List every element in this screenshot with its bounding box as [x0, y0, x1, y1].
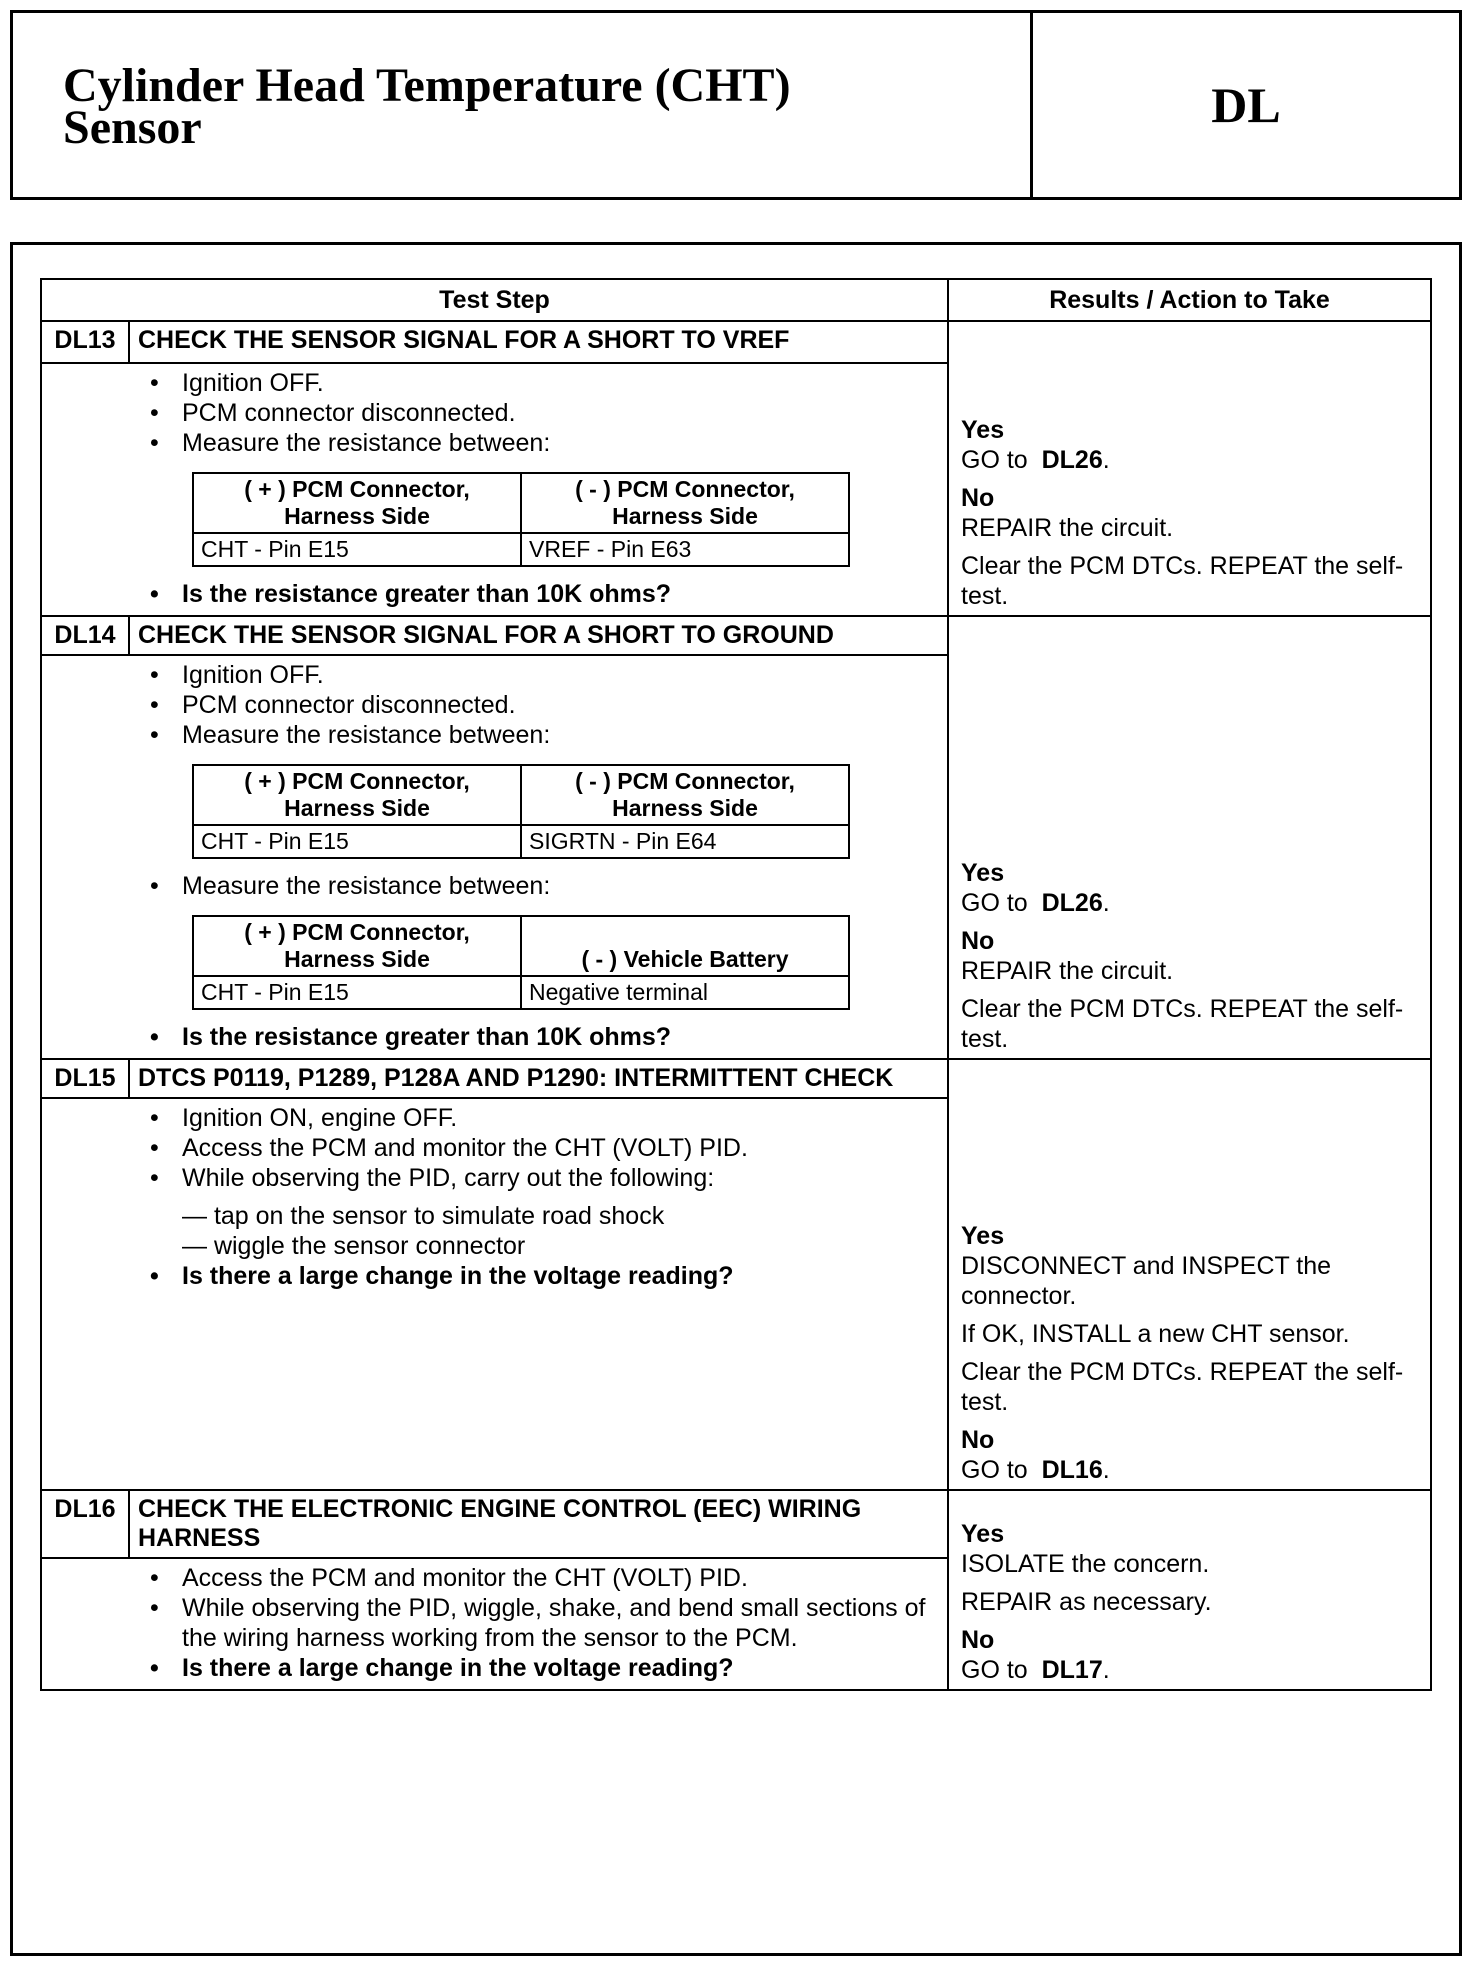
pin-header-positive: ( + ) PCM Connector, Harness Side	[193, 916, 521, 976]
title-box	[10, 10, 1462, 200]
no-label: No	[961, 1626, 995, 1654]
step-instructions	[142, 368, 927, 458]
pin-header-negative: ( - ) PCM Connector, Harness Side	[521, 473, 849, 533]
yes-action-text: GO to	[961, 889, 1028, 917]
step-dl16-results	[948, 1490, 1431, 1690]
step-code: DL15	[41, 1059, 129, 1098]
no-action-2: Clear the PCM DTCs. REPEAT the self-test.	[961, 552, 1404, 610]
goto-link-dl26[interactable]: DL26	[1041, 446, 1103, 474]
step-dl14-title-row	[41, 616, 1431, 655]
instruction-item: • Ignition ON, engine OFF.	[142, 1103, 927, 1133]
goto-link-dl16[interactable]: DL16	[1041, 1456, 1103, 1484]
pin-value-positive: CHT - Pin E15	[193, 976, 521, 1009]
step-question: • Is there a large change in the voltage reading?	[142, 1653, 927, 1683]
step-title: CHECK THE SENSOR SIGNAL FOR A SHORT TO GROUND	[129, 616, 948, 655]
step-dl16-body	[41, 1558, 948, 1690]
step-dl13-title-row	[41, 321, 1431, 363]
step-dl13-results	[948, 321, 1431, 616]
yes-action: GO to DL26.	[961, 446, 1110, 474]
step-question: • Is the resistance greater than 10K ohms?	[142, 1022, 927, 1052]
pin-value-negative: VREF - Pin E63	[521, 533, 849, 566]
step-dl14-results	[948, 616, 1431, 1059]
step-code: DL14	[41, 616, 129, 655]
pin-value-battery: Negative terminal	[521, 976, 849, 1009]
step-title: CHECK THE SENSOR SIGNAL FOR A SHORT TO VREF	[129, 321, 948, 363]
page-title-line2: Sensor	[63, 101, 202, 154]
pin-header-negative: ( - ) PCM Connector, Harness Side	[521, 765, 849, 825]
yes-label: Yes	[961, 1222, 1005, 1250]
pin-value-positive: CHT - Pin E15	[193, 533, 521, 566]
instruction-item: • Measure the resistance between:	[142, 871, 927, 901]
yes-action: GO to DL26.	[961, 889, 1110, 917]
instruction-item: • Access the PCM and monitor the CHT (VOLT) PID.	[142, 1563, 927, 1593]
instruction-item: • PCM connector disconnected.	[142, 398, 927, 428]
step-dl15-results	[948, 1059, 1431, 1490]
yes-action-2: If OK, INSTALL a new CHT sensor.	[961, 1320, 1350, 1348]
step-dl15-title-row	[41, 1059, 1431, 1098]
no-label: No	[961, 484, 995, 512]
no-action: GO to DL17.	[961, 1656, 1110, 1684]
table-header-row	[41, 279, 1431, 321]
step-question: • Is there a large change in the voltage reading?	[142, 1261, 927, 1291]
no-action-text: GO to	[961, 1656, 1028, 1684]
instruction-item: • Measure the resistance between:	[142, 428, 927, 458]
yes-action-text: GO to	[961, 446, 1028, 474]
instruction-item: • While observing the PID, wiggle, shake, and bend small sections of the wiring harness working from the sensor to the PCM.	[142, 1593, 927, 1653]
yes-action-1: ISOLATE the concern.	[961, 1550, 1210, 1578]
yes-label: Yes	[961, 1520, 1005, 1548]
step-instructions	[142, 1563, 927, 1683]
instruction-item: • PCM connector disconnected.	[142, 690, 927, 720]
page-title-line1: Cylinder Head Temperature (CHT)	[63, 59, 791, 112]
instruction-item: • Measure the resistance between:	[142, 720, 927, 750]
step-title: DTCS P0119, P1289, P128A AND P1290: INTERMITTENT CHECK	[129, 1059, 948, 1098]
instruction-item: • Access the PCM and monitor the CHT (VOLT) PID.	[142, 1133, 927, 1163]
yes-label: Yes	[961, 859, 1005, 887]
title-cell	[13, 13, 1033, 197]
section-code: DL	[1211, 77, 1281, 133]
instruction-item: • While observing the PID, carry out the following:	[142, 1163, 927, 1193]
step-code: DL16	[41, 1490, 129, 1558]
pin-header-positive: ( + ) PCM Connector, Harness Side	[193, 765, 521, 825]
step-dl16-title-row	[41, 1490, 1431, 1558]
yes-action-2: REPAIR as necessary.	[961, 1588, 1212, 1616]
no-action-text: GO to	[961, 1456, 1028, 1484]
step-instructions	[142, 1103, 927, 1193]
pin-table	[192, 764, 850, 859]
step-instructions	[142, 660, 927, 750]
step-code: DL13	[41, 321, 129, 363]
sub-instruction-item: — wiggle the sensor connector	[182, 1232, 526, 1260]
pin-value-negative: SIGRTN - Pin E64	[521, 825, 849, 858]
step-title: CHECK THE ELECTRONIC ENGINE CONTROL (EEC) WIRING HARNESS	[129, 1490, 948, 1558]
no-label: No	[961, 927, 995, 955]
step-dl14-body	[41, 655, 948, 1059]
instruction-item: • Ignition OFF.	[142, 368, 927, 398]
sub-instructions	[142, 1201, 927, 1261]
column-header-results: Results / Action to Take	[948, 279, 1431, 321]
column-header-test-step: Test Step	[41, 279, 948, 321]
battery-pin-table	[192, 915, 850, 1010]
yes-action-1: DISCONNECT and INSPECT the connector.	[961, 1252, 1332, 1310]
step-question: • Is the resistance greater than 10K ohms?	[142, 579, 927, 609]
step-dl13-body	[41, 363, 948, 616]
no-label: No	[961, 1426, 995, 1454]
no-action-1: REPAIR the circuit.	[961, 514, 1174, 542]
page-title	[63, 59, 791, 154]
pin-header-battery: ( - ) Vehicle Battery	[521, 916, 849, 976]
no-action: GO to DL16.	[961, 1456, 1110, 1484]
step-dl15-body	[41, 1098, 948, 1490]
yes-label: Yes	[961, 416, 1005, 444]
yes-action-3: Clear the PCM DTCs. REPEAT the self-test.	[961, 1358, 1404, 1416]
sub-instruction-item: — tap on the sensor to simulate road shock	[182, 1202, 665, 1230]
goto-link-dl17[interactable]: DL17	[1041, 1656, 1103, 1684]
pin-table	[192, 472, 850, 567]
no-action-1: REPAIR the circuit.	[961, 957, 1174, 985]
goto-link-dl26[interactable]: DL26	[1041, 889, 1103, 917]
no-action-2: Clear the PCM DTCs. REPEAT the self-test.	[961, 995, 1404, 1053]
pin-value-positive: CHT - Pin E15	[193, 825, 521, 858]
test-step-table	[40, 278, 1432, 1691]
instruction-item: • Ignition OFF.	[142, 660, 927, 690]
pin-header-positive: ( + ) PCM Connector, Harness Side	[193, 473, 521, 533]
